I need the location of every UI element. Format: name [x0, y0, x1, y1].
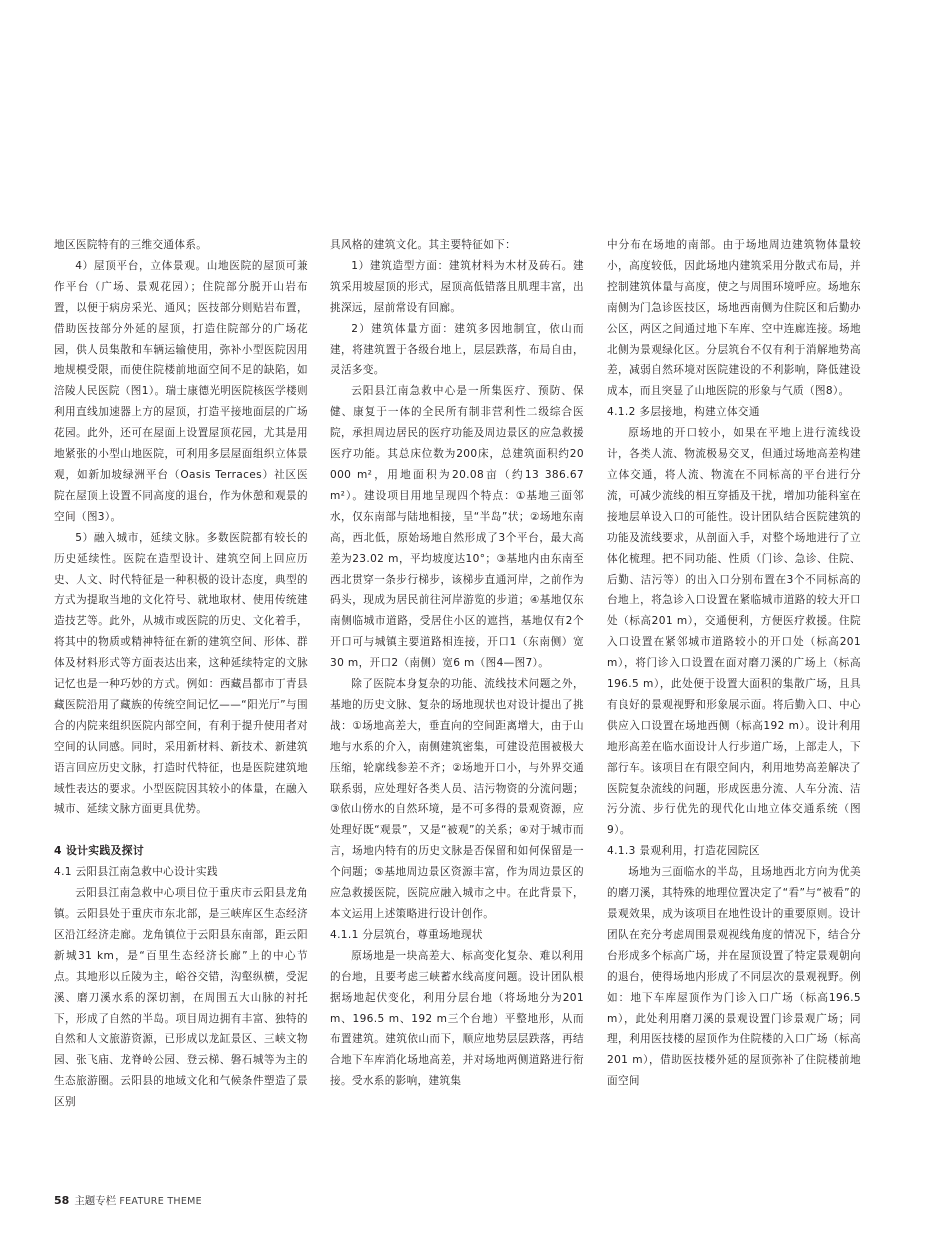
- column-2: [330, 235, 584, 1092]
- paragraph: 1）建筑造型方面：建筑材料为木材及砖石。建筑采用坡屋顶的形式，屋顶高低错落且肌理丰富，出挑深远，屋前常设有回廊。: [330, 259, 584, 314]
- subsection-heading: 4.1 云阳县江南急救中心设计实践: [54, 866, 218, 879]
- section-label-en: FEATURE THEME: [119, 1196, 202, 1207]
- page-number: 58: [54, 1194, 70, 1207]
- paragraph: 4）屋顶平台，立体景观。山地医院的屋顶可兼作平台（广场、景观花园）；住院部分脱开山岩布置，以便于病房采光、通风；医技部分则贴岩布置，借助医技部分外延的屋顶，打造住院部分的广场花园，供人员集散和车辆运输使用，弥补小型医院因用地规模受限，而使住院楼前地面空间不足的缺陷，如涪陵人民医院（图1）。瑞士康德光明医院核医学楼则利用直线加速器上方的屋顶，打造平接地面层的广场花园。此外，还可在屋面上设置屋顶花园，尤其是用地紧张的小型山地医院，可利用多层屋面组织立体景观，如新加坡绿洲平台（Oasis Terraces）社区医院在屋顶上设置不同高度的退台，作为休憩和观景的空间（图3）。: [54, 259, 308, 523]
- section-label-cn: 主题专栏: [74, 1195, 117, 1207]
- column-1: [54, 235, 308, 1113]
- paragraph: 原场地的开口较小，如果在平地上进行流线设计，各类人流、物流极易交叉，但通过场地高差构建立体交通，将人流、物流在不同标高的平台进行分流，可减少流线的相互穿插及干扰，增加功能科室在接地层单设入口的可能性。设计团队结合医院建筑的功能及流线要求，从剖面入手，对整个场地进行了立体化梳理。把不同功能、性质（门诊、急诊、住院、后勤、洁污等）的出入口分别布置在3个不同标高的台地上，将急诊入口设置在紧临城市道路的较大开口处（标高201 m），交通便利，方便医疗救援。住院入口设置在紧邻城市道路较小的开口处（标高201 m），将门诊入口设置在面对磨刀溪的广场上（标高196.5 m），此处便于设置大面积的集散广场，且具有良好的景观视野和形象展示面。将后勤入口、中心供应入口设置在场地西侧（标高192 m）。设计利用地形高差在临水面设计人行步道广场，上部走人，下部行车。该项目在有限空间内，利用地势高差解决了医院复杂流线的问题，形成医患分流、人车分流、洁污分流、步行优先的现代化山地立体交通系统（图9）。: [607, 427, 861, 837]
- paragraph: 除了医院本身复杂的功能、流线技术问题之外，基地的历史文脉、复杂的场地现状也对设计提出了挑战：①场地高差大，垂直向的空间距离增大，由于山地与水系的介入，南侧建筑密集，可建设范围被极大压缩，轮廓线参差不齐；②场地开口小，与外界交通联系弱，应处理好各类人员、洁污物资的分流问题；③依山傍水的自然环境，是不可多得的景观资源，应处理好既“观景”，又是“被观”的关系；④对于城市而言，场地内特有的历史文脉是否保留和如何保留是一个问题；⑤基地周边景区资源丰富，作为周边景区的应急救援医院，医院应融入城市之中。在此背景下，本文运用上述策略进行设计创作。: [330, 678, 584, 920]
- paragraph-continued: 地区医院特有的三维交通体系。: [54, 239, 208, 251]
- paragraph-continued: 具风格的建筑文化。其主要特征如下：: [330, 239, 517, 251]
- paragraph: 场地为三面临水的半岛，且场地西北方向为优美的磨刀溪，其特殊的地理位置决定了“看”与“被看”的景观效果，成为该项目在地性设计的重要原则。设计团队在充分考虑周围景观视线角度的情况下，结合分台形成多个标高广场，并在屋顶设置了特定景观朝向的退台，使得场地内形成了不同层次的景观视野。例如：地下车库屋顶作为门诊入口广场（标高196.5 m），此处利用磨刀溪的景观设置门诊景观广场；同理，利用医技楼的屋顶作为住院楼的入口广场（标高201 m），借助医技楼外延的屋顶弥补了住院楼前地面空间: [607, 866, 861, 1088]
- paragraph: 2）建筑体量方面：建筑多因地制宜，依山而建，将建筑置于各级台地上，层层跌落，布局自由，灵活多变。: [330, 322, 584, 377]
- sub-subsection-heading: 4.1.2 多层接地，构建立体交通: [607, 406, 760, 419]
- paragraph-continued: 中分布在场地的南部。由于场地周边建筑物体量较小，高度较低，因此场地内建筑采用分散式布局，并控制建筑体量与高度，使之与周围环境呼应。场地东南侧为门急诊医技区，场地西南侧为住院区和后勤办公区，两区之间通过地下车库、空中连廊连接。场地北侧为景观绿化区。分层筑台不仅有利于消解地势高差，减弱自然环境对医院建设的不利影响，降低建设成本，而且突显了山地医院的形象与气质（图8）。: [607, 239, 861, 398]
- paragraph: 5）融入城市，延续文脉。多数医院都有较长的历史延续性。医院在造型设计、建筑空间上回应历史、人文、时代特征是一种积极的设计态度，典型的方式为提取当地的文化符号、就地取材、使用传统建造技艺等。此外，从城市或医院的历史、文化着手，将其中的物质或精神特征在新的建筑空间、形体、群体及材料形式等方面表达出来，这种延续特定的文脉记忆也是一种巧妙的方式。例如：西藏昌都市丁青县藏医院沿用了藏族的传统空间记忆——“阳光厅”与围合的内院来组织医院内部空间，有利于提升使用者对空间的认同感。同时，采用新材料、新技术、新建筑语言回应历史文脉，打造时代特征，也是医院建筑地域性表达的要求。小型医院因其较小的体量，在融入城市、延续文脉方面更具优势。: [54, 531, 308, 816]
- page-footer: [54, 1194, 202, 1209]
- sub-subsection-heading: 4.1.3 景观利用，打造花园院区: [607, 845, 760, 858]
- paragraph: 原场地是一块高差大、标高变化复杂、难以利用的台地，且要考虑三峡蓄水线高度问题。设计团队根据场地起伏变化，利用分层台地（将场地分为201 m、196.5 m、192 m三个台地）平整地形，从而布置建筑。建筑依山而下，顺应地势层层跌落，再结合地下车库消化场地高差，并对场地两侧道路进行衔接。受水系的影响，建筑集: [330, 949, 584, 1088]
- paragraph: 云阳县江南急救中心项目位于重庆市云阳县龙角镇。云阳县处于重庆市东北部，是三峡库区生态经济区沿江经济走廊。龙角镇位于云阳县东南部，距云阳新城31 km，是“百里生态经济长廊”上的中心节点。其地形以丘陵为主，峪谷交错，沟壑纵横，受泥溪、磨刀溪水系的深切割，在周围五大山脉的衬托下，形成了自然的半岛。项目周边拥有丰富、独特的自然和人文旅游资源，已形成以龙缸景区、三峡文物园、张飞庙、龙脊岭公园、登云梯、磐石城等为主的生态旅游圈。云阳县的地域文化和气候条件塑造了景区别: [54, 887, 308, 1109]
- column-3: [607, 235, 861, 1092]
- sub-subsection-heading: 4.1.1 分层筑台，尊重场地现状: [330, 928, 483, 941]
- paragraph: 云阳县江南急救中心是一所集医疗、预防、保健、康复于一体的全民所有制非营利性二级综合医院，承担周边居民的医疗功能及周边景区的应急救援医疗功能。其总床位数为200床，总建筑面积约20 000 m²，用地面积为20.08亩（约13 386.67 m²）。建设项目用地呈现四个特点：①基地三面邻水，仅东南部与陆地相接，呈“半岛”状；②场地东南高，西北低，原始场地自然形成了3个平台，最大高差为23.02 m，平均坡度达10°；③基地内由东南至西北贯穿一条步行梯步，该梯步直通河岸，之前作为码头，现成为居民前往河岸游览的步道；④基地仅东南侧临城市道路，受居住小区的遮挡，基地仅有2个开口可与城镇主要道路相连接，开口1（东南侧）宽30 m，开口2（南侧）宽6 m（图4—图7）。: [330, 385, 584, 670]
- section-heading: 4 设计实践及探讨: [54, 844, 144, 858]
